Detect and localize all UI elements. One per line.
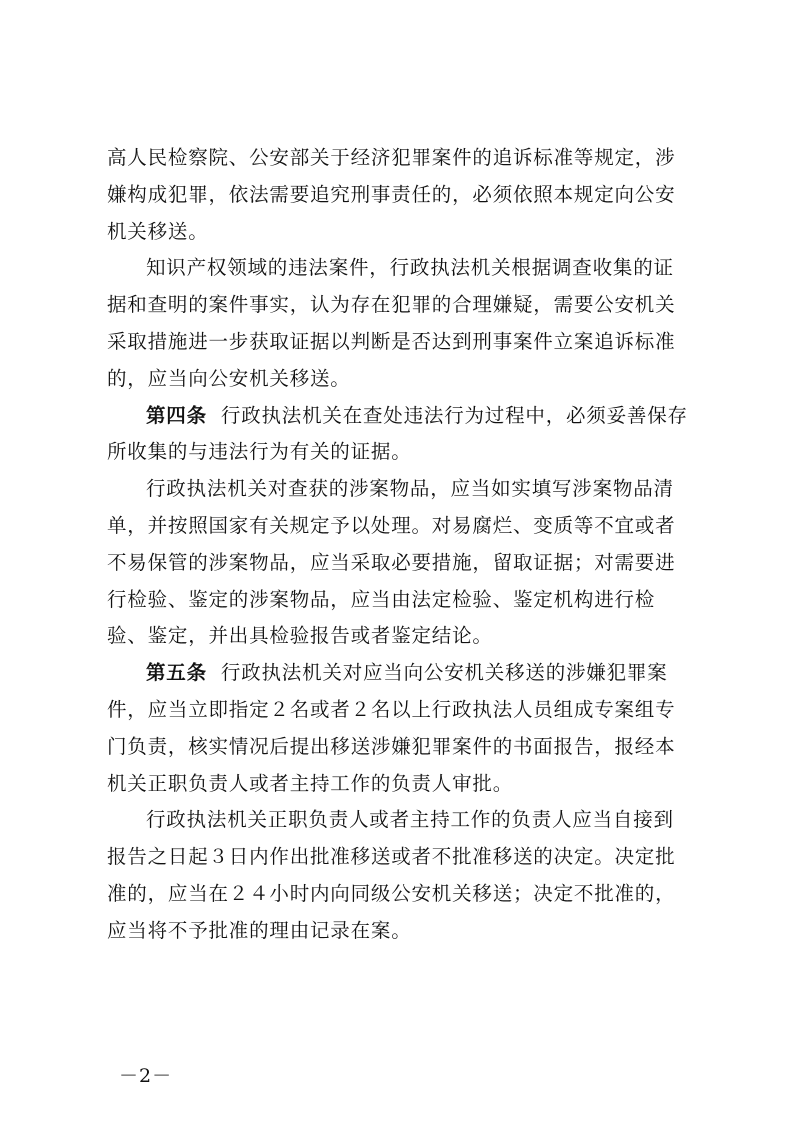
document-body [107, 140, 693, 950]
paragraph-text: 行政执法机关对应当向公安机关移送的涉嫌犯罪案件，应当立即指定２名或者２名以上行政执法人员组成专案组专门负责，核实情况后提出移送涉嫌犯罪案件的书面报告，报经本机关正职负责人或者主持工作的负责人审批。 [107, 661, 676, 795]
paragraph-text: 行政执法机关对查获的涉案物品，应当如实填写涉案物品清单，并按照国家有关规定予以处理。对易腐烂、变质等不宜或者不易保管的涉案物品，应当采取必要措施，留取证据；对需要进行检验、鉴定的涉案物品，应当由法定检验、鉴定机构进行检验、鉴定，并出具检验报告或者鉴定结论。 [107, 477, 676, 648]
paragraph [107, 250, 693, 397]
paragraph-text: 知识产权领域的违法案件，行政执法机关根据调查收集的证据和查明的案件事实，认为存在犯罪的合理嫌疑，需要公安机关采取措施进一步获取证据以判断是否达到刑事案件立案追诉标准的，应当向公安机关移送。 [107, 256, 676, 390]
page-number: －2－ [119, 1065, 173, 1087]
paragraph-text: 行政执法机关正职负责人或者主持工作的负责人应当自接到报告之日起３日内作出批准移送或者不批准移送的决定。决定批准的，应当在２４小时内向同级公安机关移送；决定不批准的，应当将不予批准的理由记录在案。 [107, 808, 676, 942]
article-4 [107, 398, 693, 472]
paragraph-continued [107, 140, 693, 250]
article-title: 第四条 [146, 403, 207, 427]
paragraph-text: 高人民检察院、公安部关于经济犯罪案件的追诉标准等规定，涉嫌构成犯罪，依法需要追究刑事责任的，必须依照本规定向公安机关移送。 [107, 146, 676, 243]
paragraph [107, 471, 693, 655]
paragraph [107, 802, 693, 949]
article-5 [107, 655, 693, 802]
paragraph-text: 行政执法机关在查处违法行为过程中，必须妥善保存所收集的与违法行为有关的证据。 [107, 403, 688, 464]
article-title: 第五条 [146, 661, 207, 685]
